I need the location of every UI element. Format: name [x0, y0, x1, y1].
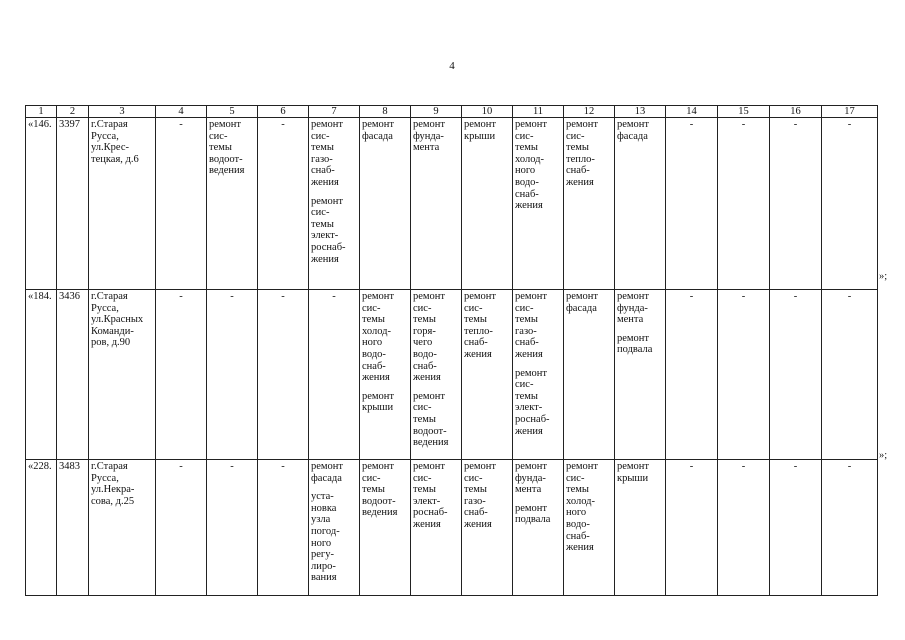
- work-entry: ремонт сис- темы холод- ного водо- снаб- жения: [515, 119, 548, 212]
- work-cell: [156, 460, 207, 596]
- work-cell: [513, 460, 564, 596]
- page-number: 4: [449, 60, 455, 72]
- work-entry: -: [793, 119, 798, 130]
- work-entry: -: [689, 119, 694, 130]
- work-cell: [770, 460, 822, 596]
- work-entry: -: [179, 291, 183, 302]
- work-cell: [718, 290, 770, 460]
- work-cell: [411, 118, 462, 290]
- work-cell: [615, 118, 666, 290]
- work-cell: [462, 118, 513, 290]
- work-cell: [564, 460, 615, 596]
- work-cell: [156, 290, 207, 460]
- work-cell: [615, 290, 666, 460]
- column-header: 10: [462, 106, 513, 118]
- work-cell: [462, 290, 513, 460]
- work-cell: [207, 460, 258, 596]
- row-number-cell: «228.: [26, 460, 57, 596]
- work-entry: -: [847, 461, 852, 472]
- column-header: 2: [57, 106, 89, 118]
- work-entry: ремонт сис- темы водоот- ведения: [209, 119, 245, 177]
- column-header: 8: [360, 106, 411, 118]
- work-entry: ремонт сис- темы водоот- ведения: [413, 390, 449, 449]
- column-header: 15: [718, 106, 770, 118]
- row-number-cell: «146.: [26, 118, 57, 290]
- work-entry: -: [332, 291, 336, 302]
- address-cell: г.Старая Русса, ул.Крес- тецкая, д.6: [89, 118, 156, 290]
- table-row: [26, 460, 878, 596]
- address-cell: г.Старая Русса, ул.Красных Команди- ров, д.90: [89, 290, 156, 460]
- work-cell: [770, 118, 822, 290]
- work-cell: [564, 118, 615, 290]
- table-row: [26, 290, 878, 460]
- header-row: [26, 106, 878, 118]
- row-end-mark: »;: [879, 450, 888, 461]
- work-entry: ремонт фасада: [617, 119, 650, 142]
- work-entry: -: [179, 461, 183, 472]
- row-end-mark: »;: [879, 271, 888, 282]
- work-cell: [666, 460, 718, 596]
- work-entry: ремонт сис- темы холод- ного водо- снаб- жения: [362, 291, 395, 384]
- work-entry: ремонт сис- темы водоот- ведения: [362, 461, 398, 519]
- work-entry: -: [689, 291, 694, 302]
- column-header: 5: [207, 106, 258, 118]
- work-entry: -: [281, 291, 285, 302]
- work-entry: -: [230, 461, 234, 472]
- work-entry: ремонт крыши: [362, 390, 395, 414]
- work-entry: ремонт подвала: [515, 502, 551, 526]
- repair-schedule-table: [25, 105, 878, 596]
- work-cell: [513, 290, 564, 460]
- work-entry: -: [847, 119, 852, 130]
- work-entry: -: [179, 119, 183, 130]
- work-entry: ремонт сис- темы тепло- снаб- жения: [566, 119, 599, 188]
- column-header: 13: [615, 106, 666, 118]
- work-entry: ремонт сис- темы элект- роснаб- жения: [515, 367, 550, 437]
- work-entry: ремонт сис- темы газо- снаб- жения: [311, 119, 344, 188]
- work-cell: [309, 290, 360, 460]
- work-cell: [360, 290, 411, 460]
- work-cell: [770, 290, 822, 460]
- work-cell: [156, 118, 207, 290]
- work-entry: -: [741, 119, 746, 130]
- work-entry: ремонт фасада: [311, 461, 344, 484]
- work-entry: ремонт сис- темы газо- снаб- жения: [515, 291, 548, 360]
- column-header: 7: [309, 106, 360, 118]
- object-id-cell: 3397: [57, 118, 89, 290]
- work-entry: ремонт крыши: [617, 461, 650, 484]
- work-entry: ремонт фунда- мента: [515, 461, 548, 496]
- work-cell: [666, 290, 718, 460]
- column-header: 3: [89, 106, 156, 118]
- work-entry: ремонт фунда- мента: [617, 291, 650, 326]
- work-cell: [360, 460, 411, 596]
- column-header: 14: [666, 106, 718, 118]
- column-header: 1: [26, 106, 57, 118]
- work-entry: -: [741, 461, 746, 472]
- work-cell: [309, 118, 360, 290]
- work-entry: ремонт крыши: [464, 119, 497, 142]
- work-entry: уста- новка узла погод- ного регу- лиро- вания: [311, 491, 340, 584]
- work-cell: [462, 460, 513, 596]
- work-entry: ремонт сис- темы элект- роснаб- жения: [413, 461, 448, 530]
- work-cell: [666, 118, 718, 290]
- work-entry: ремонт сис- темы горя- чего водо- снаб- жения: [413, 291, 446, 384]
- work-cell: [822, 118, 878, 290]
- work-entry: ремонт сис- темы холод- ного водо- снаб- жения: [566, 461, 599, 554]
- work-cell: [718, 118, 770, 290]
- column-header: 9: [411, 106, 462, 118]
- work-cell: [309, 460, 360, 596]
- work-cell: [258, 118, 309, 290]
- work-entry: -: [281, 461, 285, 472]
- work-cell: [564, 290, 615, 460]
- work-cell: [513, 118, 564, 290]
- row-number-cell: «184.: [26, 290, 57, 460]
- column-header: 4: [156, 106, 207, 118]
- work-entry: ремонт фасада: [566, 291, 599, 314]
- column-header: 6: [258, 106, 309, 118]
- work-cell: [207, 290, 258, 460]
- work-cell: [615, 460, 666, 596]
- work-entry: -: [689, 461, 694, 472]
- work-entry: ремонт подвала: [617, 332, 653, 356]
- work-entry: -: [281, 119, 285, 130]
- work-cell: [718, 460, 770, 596]
- column-header: 11: [513, 106, 564, 118]
- work-entry: ремонт фунда- мента: [413, 119, 446, 154]
- work-cell: [360, 118, 411, 290]
- table-row: [26, 118, 878, 290]
- work-cell: [822, 290, 878, 460]
- work-entry: -: [793, 291, 798, 302]
- work-entry: ремонт фасада: [362, 119, 395, 142]
- work-cell: [258, 290, 309, 460]
- column-header: 12: [564, 106, 615, 118]
- work-entry: -: [741, 291, 746, 302]
- work-entry: -: [230, 291, 234, 302]
- object-id-cell: 3483: [57, 460, 89, 596]
- work-cell: [207, 118, 258, 290]
- work-entry: ремонт сис- темы газо- снаб- жения: [464, 461, 497, 530]
- work-entry: -: [847, 291, 852, 302]
- work-cell: [411, 290, 462, 460]
- work-cell: [258, 460, 309, 596]
- work-cell: [822, 460, 878, 596]
- work-entry: ремонт сис- темы тепло- снаб- жения: [464, 291, 497, 360]
- object-id-cell: 3436: [57, 290, 89, 460]
- work-entry: ремонт сис- темы элект- роснаб- жения: [311, 195, 346, 265]
- column-header: 16: [770, 106, 822, 118]
- work-cell: [411, 460, 462, 596]
- work-entry: -: [793, 461, 798, 472]
- column-header: 17: [822, 106, 878, 118]
- address-cell: г.Старая Русса, ул.Некра- сова, д.25: [89, 460, 156, 596]
